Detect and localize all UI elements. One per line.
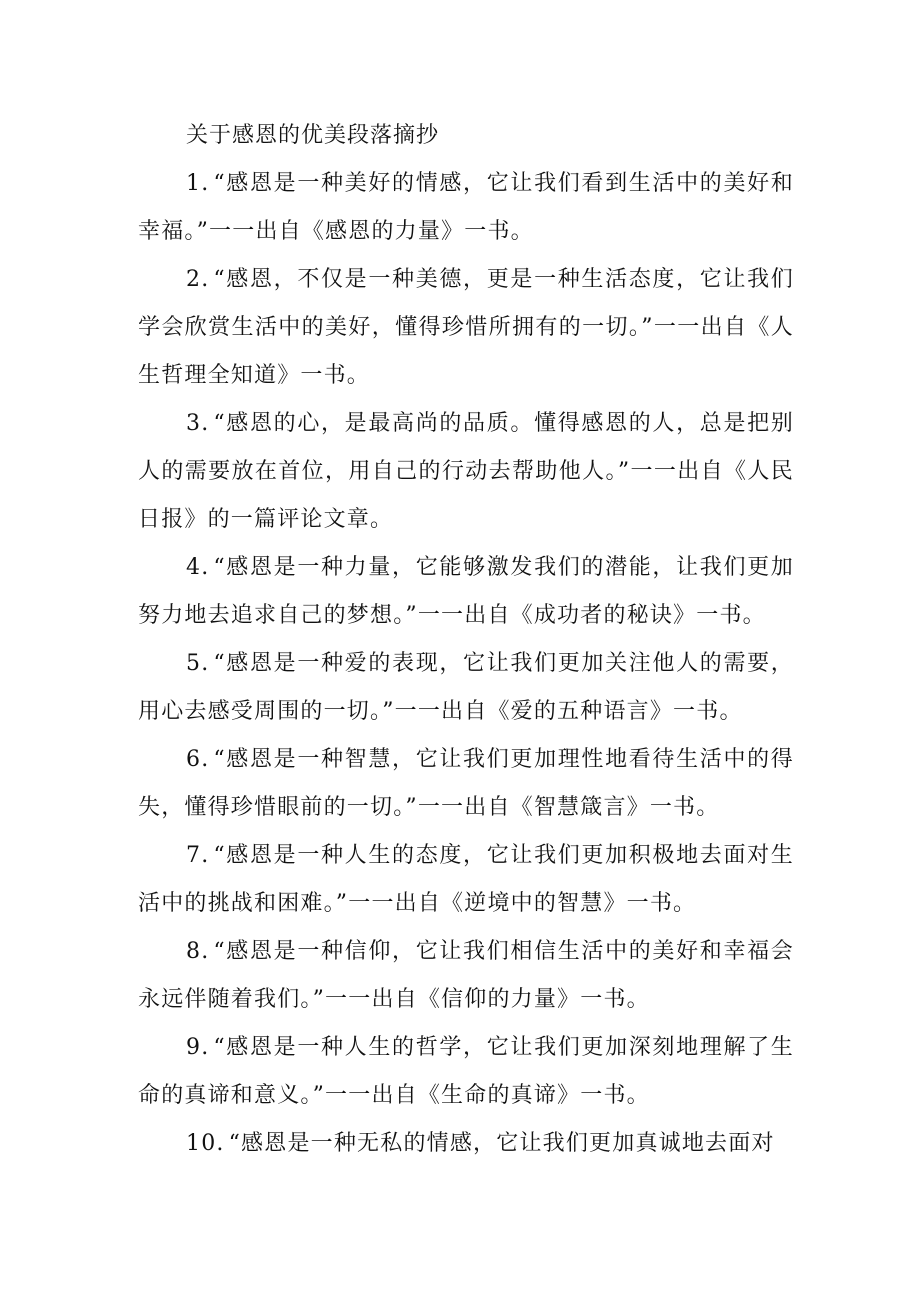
paragraph-number: 2. [186, 267, 210, 292]
paragraph-text: “感恩是一种信仰，它让我们相信生活中的美好和幸福会永远伴随着我们。”一一出自《信仰的力量》一书。 [138, 939, 794, 1012]
paragraph-text: “感恩，不仅是一种美德，更是一种生活态度，它让我们学会欣赏生活中的美好，懂得珍惜所拥有的一切。”一一出自《人生哲理全知道》一书。 [138, 267, 794, 388]
paragraph-number: 3. [186, 411, 210, 436]
quote-paragraph-7 [138, 832, 794, 928]
paragraph-number: 10. [186, 1131, 225, 1156]
quote-paragraph-3 [138, 400, 794, 544]
quote-paragraph-2 [138, 256, 794, 400]
paragraph-text: “感恩是一种美好的情感，它让我们看到生活中的美好和幸福。”一一出自《感恩的力量》一书。 [138, 171, 794, 244]
paragraph-text: “感恩是一种人生的态度，它让我们更加积极地去面对生活中的挑战和困难。”一一出自《逆境中的智慧》一书。 [138, 843, 794, 916]
paragraph-number: 9. [186, 1035, 210, 1060]
quote-paragraph-6 [138, 736, 794, 832]
paragraph-text: “感恩是一种无私的情感，它让我们更加真诚地去面对 [228, 1131, 775, 1156]
paragraph-number: 4. [186, 555, 210, 580]
quote-paragraph-9 [138, 1024, 794, 1120]
paragraph-number: 7. [186, 843, 210, 868]
quote-paragraph-10 [138, 1120, 794, 1168]
paragraph-text: “感恩是一种智慧，它让我们更加理性地看待生活中的得失，懂得珍惜眼前的一切。”一一出自《智慧箴言》一书。 [138, 747, 794, 820]
paragraph-number: 6. [186, 747, 210, 772]
quote-paragraph-5 [138, 640, 794, 736]
paragraph-text: “感恩是一种爱的表现，它让我们更加关注他人的需要，用心去感受周围的一切。”一一出自《爱的五种语言》一书。 [138, 651, 794, 724]
paragraph-number: 8. [186, 939, 210, 964]
paragraph-text: “感恩是一种人生的哲学，它让我们更加深刻地理解了生命的真谛和意义。”一一出自《生命的真谛》一书。 [138, 1035, 794, 1108]
quote-paragraph-8 [138, 928, 794, 1024]
document-body [138, 112, 794, 1168]
paragraph-text: “感恩的心，是最高尚的品质。懂得感恩的人，总是把别人的需要放在首位，用自己的行动去帮助他人。”一一出自《人民日报》的一篇评论文章。 [138, 411, 794, 532]
paragraph-number: 1. [186, 171, 210, 196]
paragraph-number: 5. [186, 651, 210, 676]
quote-paragraph-1 [138, 160, 794, 256]
paragraph-text: “感恩是一种力量，它能够激发我们的潜能，让我们更加努力地去追求自己的梦想。”一一出自《成功者的秘诀》一书。 [138, 555, 794, 628]
document-title: 关于感恩的优美段落摘抄 [186, 123, 440, 148]
quote-paragraph-4 [138, 544, 794, 640]
